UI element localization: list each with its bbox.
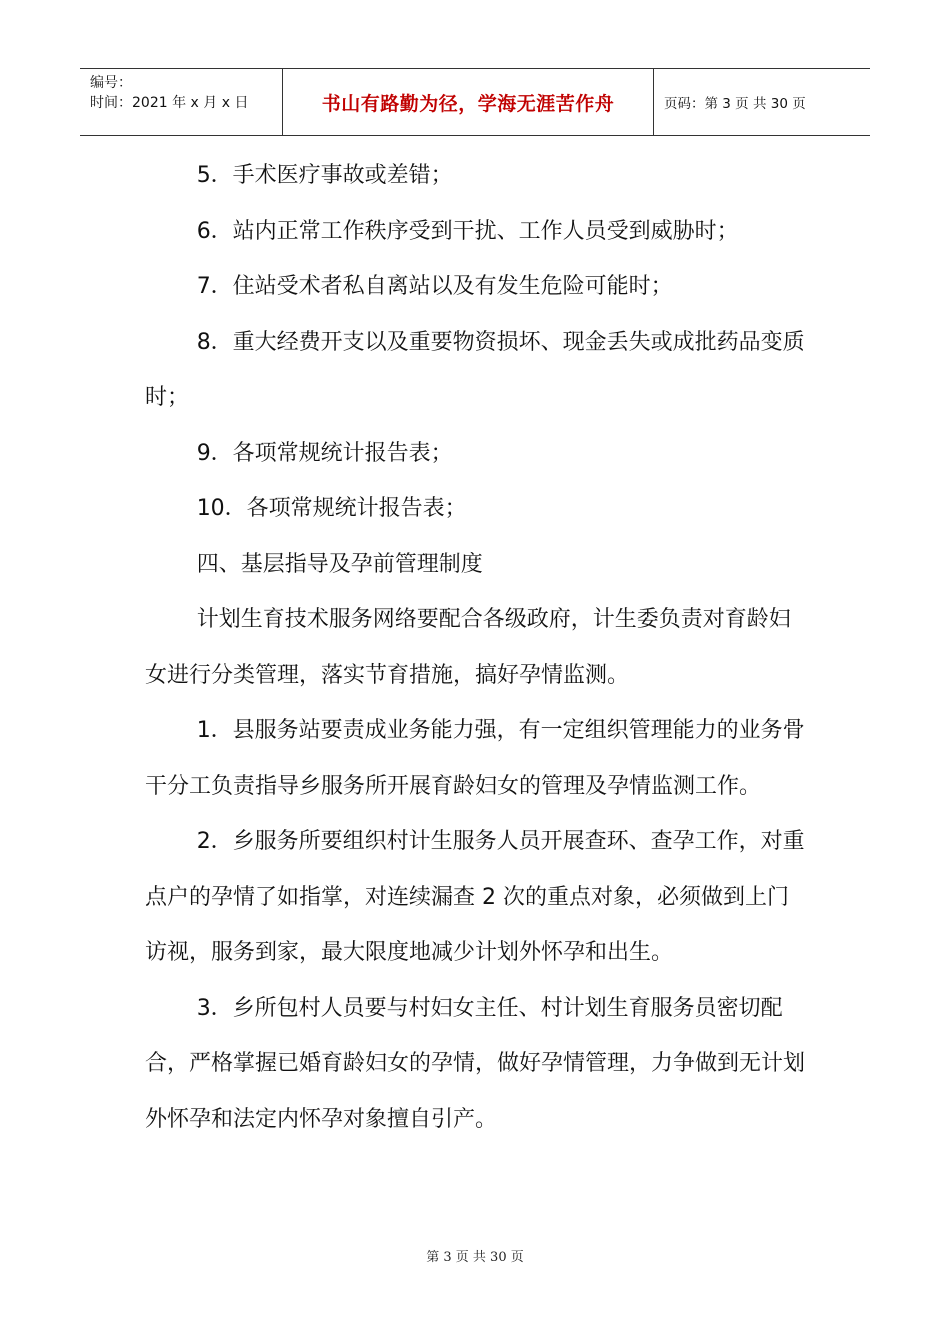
paragraph: 9．各项常规统计报告表； xyxy=(196,440,453,466)
paragraph: 1．县服务站要责成业务能力强，有一定组织管理能力的业务骨干分工负责指导乡服务所开展育龄妇女的管理及孕情监测工作。 xyxy=(145,718,805,799)
header-meta xyxy=(80,69,282,135)
section-heading: 四、基层指导及孕前管理制度 xyxy=(196,551,483,577)
time-label: 时间：2021 年 x 月 x 日 xyxy=(90,95,249,111)
paragraph: 7．住站受术者私自离站以及有发生危险可能时； xyxy=(196,274,673,299)
paragraph: 3．乡所包村人员要与村妇女主任、村计划生育服务员密切配合，严格掌握已婚育龄妇女的孕情，做好孕情管理，力争做到无计划外怀孕和法定内怀孕对象擅自引产。 xyxy=(145,995,806,1132)
paragraph: 计划生育技术服务网络要配合各级政府，计生委负责对育龄妇女进行分类管理，落实节育措施，搞好孕情监测。 xyxy=(145,607,791,688)
header-page-info: 页码：第 3 页 共 30 页 xyxy=(664,96,806,112)
paragraph: 5．手术医疗事故或差错； xyxy=(196,163,453,188)
header-motto: 书山有路勤为径，学海无涯苦作舟 xyxy=(282,69,654,135)
document-header xyxy=(80,68,870,136)
document-body xyxy=(145,148,810,1147)
page-footer: 第 3 页 共 30 页 xyxy=(426,1250,524,1265)
paragraph: 8．重大经费开支以及重要物资损坏、现金丢失或成批药品变质时； xyxy=(145,329,805,410)
paragraph: 2．乡服务所要组织村计生服务人员开展查环、查孕工作，对重点户的孕情了如指掌，对连续漏查 2 次的重点对象，必须做到上门访视，服务到家，最大限度地减少计划外怀孕和出生。 xyxy=(145,829,805,965)
number-label: 编号： xyxy=(90,75,132,91)
paragraph: 10．各项常规统计报告表； xyxy=(196,496,467,521)
paragraph: 6．站内正常工作秩序受到干扰、工作人员受到威胁时； xyxy=(196,218,739,244)
